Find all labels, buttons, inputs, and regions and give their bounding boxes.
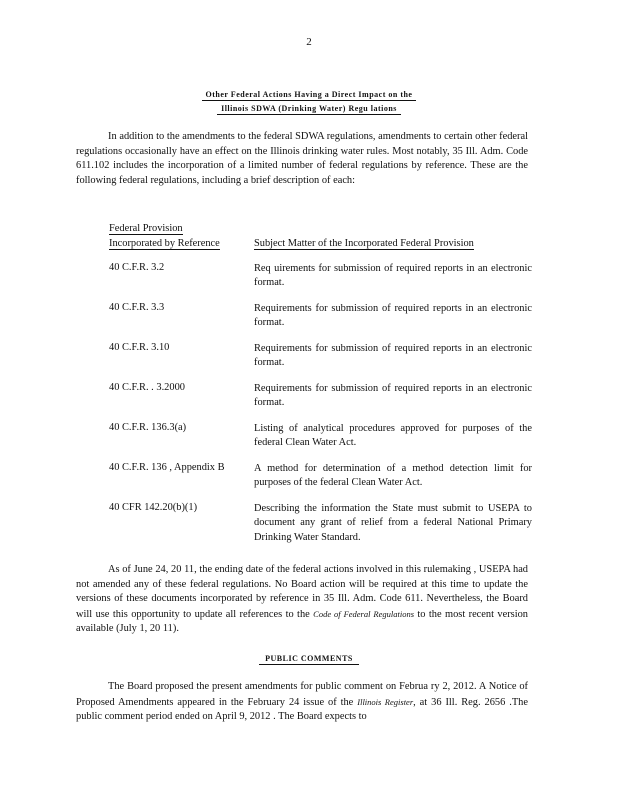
- subject-cell: Requirements for submission of required reports in an electronic format.: [254, 383, 532, 409]
- provision-cell: 40 C.F.R. 136 , Appendix B: [109, 462, 225, 473]
- register-italic-ref: Illinois Register: [357, 696, 414, 707]
- intro-paragraph: In addition to the amendments to the federal SDWA regulations, amendments to certain other federal regulations occasionally have an effect on the Illinois drinking water rules. Most notably, 35 Ill. Adm. Code 611.102 includes the incorporation of a limited number of federal regulations by reference. These are the following federal regulations, including a brief description of each:: [76, 131, 528, 186]
- subject-cell: A method for determination of a method detection limit for purposes of the federal Clean Water Act.: [254, 463, 532, 489]
- provision-cell: 40 C.F.R. 136.3(a): [109, 422, 187, 433]
- col1-header: Federal Provision Incorporated by Reference: [109, 223, 220, 249]
- provision-cell: 40 CFR 142.20(b)(1): [109, 502, 198, 513]
- public-comments-heading: PUBLIC COMMENTS: [0, 654, 618, 663]
- cfr-italic-ref: Code of Federal Regulations: [313, 608, 415, 619]
- provision-cell: 40 C.F.R. 3.2: [109, 262, 165, 273]
- provision-cell: 40 C.F.R. 3.10: [109, 342, 170, 353]
- subject-cell: Requirements for submission of required reports in an electronic format.: [254, 343, 532, 369]
- provision-cell: 40 C.F.R. . 3.2000: [109, 382, 185, 393]
- subject-cell: Describing the information the State must submit to USEPA to document any grant of relief from a federal National Primary Drinking Water Standard.: [254, 503, 532, 543]
- page-number: 2: [306, 36, 312, 48]
- public-comments-paragraph: The Board proposed the present amendments for public comment on Februa ry 2, 2012. A Notice of Proposed Amendments appeared in the February 24 issue of the Illinois Register, at 36 Ill. Reg. 2656 .The public comment period ended on April 9, 2012 . The Board expects to: [76, 681, 528, 723]
- section-heading-line1: Other Federal Actions Having a Direct Impact on the: [0, 90, 618, 99]
- closing-paragraph: As of June 24, 20 11, the ending date of the federal actions involved in this rulemaking , USEPA had not amended any of these federal regulations. No Board action will be required at this time to update the versions of these documents incorporated by reference in 35 Ill. Adm. Code 611. Nevertheless, the Board will use this opportunity to update all references to the Code of Federal Regulations to the most recent version available (July 1, 20 11).: [76, 564, 528, 635]
- section-heading-line2: Illinois SDWA (Drinking Water) Regu lations: [0, 104, 618, 113]
- subject-cell: Req uirements for submission of required reports in an electronic format.: [254, 263, 532, 289]
- col2-header: Subject Matter of the Incorporated Federal Provision: [254, 237, 474, 249]
- provision-cell: 40 C.F.R. 3.3: [109, 302, 165, 313]
- subject-cell: Listing of analytical procedures approved for purposes of the federal Clean Water Act.: [254, 423, 532, 449]
- subject-cell: Requirements for submission of required reports in an electronic format.: [254, 303, 532, 329]
